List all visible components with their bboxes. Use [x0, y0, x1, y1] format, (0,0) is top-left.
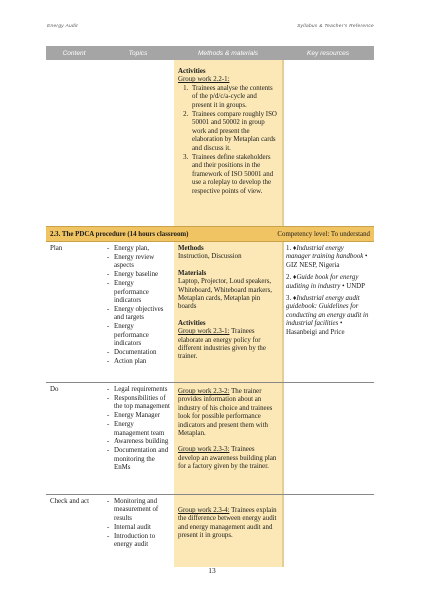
group-work-steps [178, 85, 278, 196]
topics-cell [102, 242, 174, 382]
methods-heading: Methods [178, 245, 204, 252]
group-work-text: Group work 2.3-2: The trainer provides information about an industry of his choice and trainees look for possible performance indicators and present them with Metaplan. [178, 388, 273, 438]
syllabus-table [46, 46, 374, 567]
group-work-text: Group work 2.3-4: Trainees explain the difference between energy audit and energy management audit and present it in groups. [178, 507, 277, 540]
competency-level: Competency level: To understand [277, 230, 370, 238]
group-work-step: 1. Trainees analyse the contents of the p/d/c/a-cycle and present it in groups. [190, 85, 278, 110]
list-item: - Internal audit [114, 524, 170, 532]
group-work-step: 2. Trainees compare roughly ISO 50001 and 50002 in group work and present the elaboration by Metaplan cards and discuss it. [190, 111, 278, 153]
list-item: - Energy baseline [114, 271, 170, 279]
section-title: 2.3. The PDCA procedure (14 hours classroom) [50, 230, 189, 238]
diamond-icon: ♦ [292, 295, 297, 303]
resources-cell [282, 242, 374, 382]
group-work-label: Group work 2.2-1: [178, 76, 230, 84]
list-item: - Energy Manager [114, 412, 170, 420]
content-cell: Check and act [50, 498, 90, 505]
group-work-label: Group work 2.3-1: [178, 328, 230, 336]
methods-cell [174, 60, 282, 226]
topics-cell [102, 383, 174, 494]
resource-item: 2. ♦Guide book for energy auditing in industry • UNDP [286, 274, 365, 290]
list-item: - Energy objectives and targets [114, 306, 170, 323]
group-work-step: 3. Trainees define stakeholders and their positions in the framework of ISO 50001 and use a roleplay to develop the respective points of view. [190, 154, 278, 196]
column-header-content: Content [62, 49, 86, 57]
table-row-do [46, 382, 374, 494]
group-work-text: Group work 2.3-3: Trainees develop an awareness building plan for a factory given by the trainer. [178, 446, 277, 471]
group-work-label: Group work 2.3-4: [178, 507, 230, 514]
column-header-topics: Topics [128, 49, 148, 57]
group-work-label: Group work 2.3-2: [178, 388, 230, 395]
resource-item: 3. ♦Industrial energy audit guidebook: Guidelines for conducting an energy audit in industrial facilities • Hasanbeigi and Price [286, 295, 369, 336]
topics-list [106, 245, 170, 366]
list-item: - Energy performance indicators [114, 280, 170, 305]
list-item: - Energy review aspects [114, 254, 170, 271]
content-cell: Do [50, 386, 59, 393]
diamond-icon: ♦ [292, 245, 297, 252]
list-item: - Energy performance indicators [114, 323, 170, 348]
column-header-bar [46, 46, 374, 60]
list-item: - Action plan [114, 358, 170, 366]
content-cell: Plan [50, 245, 63, 252]
topics-list [106, 386, 170, 473]
topics-list [106, 498, 170, 549]
column-header-resources: Key resources [306, 49, 350, 57]
running-header-right: Syllabus & Teacher's Reference [297, 24, 374, 29]
list-item: - Documentation [114, 349, 170, 357]
page-number: 13 [208, 566, 216, 575]
list-item: - Documentation and monitoring the EnMs [114, 447, 170, 472]
section-heading-bar [46, 226, 374, 242]
continued-row [46, 60, 374, 226]
methods-cell [174, 383, 282, 494]
resource-item: 1. ♦Industrial energy manager training handbook • GIZ NESP, Nigeria [286, 245, 368, 269]
table-row-check-and-act [46, 494, 374, 567]
table-row-plan [46, 242, 374, 382]
group-work-text: Group work 2.3-1: Trainees elaborate an energy policy for different industries given by the trainer. [178, 328, 266, 361]
methods-text: Instruction, Discussion [178, 253, 242, 261]
activities-heading: Activities [178, 319, 206, 327]
list-item: - Responsibilities of the top management [114, 395, 170, 412]
running-header-left: Energy Audit [47, 24, 78, 29]
materials-text: Laptop, Projector, Loud speakers, Whiteboard, Whiteboard markers, Metaplan cards, Metaplan pin boards [178, 278, 273, 311]
list-item: - Monitoring and measurement of results [114, 498, 170, 523]
materials-heading: Materials [178, 269, 207, 277]
list-item: - Awareness building [114, 438, 170, 446]
group-work-label: Group work 2.3-3: [178, 446, 230, 454]
diamond-icon: ♦ [292, 274, 297, 282]
topics-cell [102, 495, 174, 567]
column-header-methods: Methods & materials [197, 49, 259, 57]
activities-heading: Activities [178, 68, 206, 75]
list-item: - Introduction to energy audit [114, 533, 170, 550]
methods-cell [174, 242, 282, 382]
list-item: - Energy plan, [114, 245, 170, 253]
list-item: - Energy management team [114, 421, 170, 438]
methods-cell [174, 495, 282, 567]
list-item: - Legal requirements [114, 386, 170, 394]
